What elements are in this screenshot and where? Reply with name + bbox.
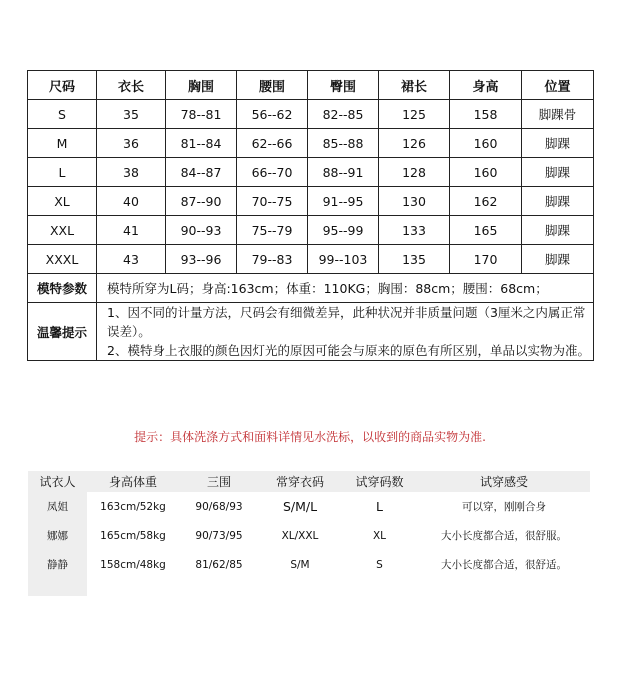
cell-size: S — [28, 100, 97, 129]
cell-tester: 静静 — [28, 550, 87, 579]
cell-height: 160 — [450, 158, 522, 187]
cell-hip: 82--85 — [308, 100, 379, 129]
tester-column-footer — [28, 579, 87, 596]
tips-row — [28, 303, 594, 361]
cell-measurements: 90/73/95 — [195, 529, 243, 542]
cell-height: 158 — [450, 100, 522, 129]
model-params-row — [28, 274, 594, 303]
cell-length: 38 — [97, 158, 166, 187]
cell-hip: 91--95 — [308, 187, 379, 216]
cell-waist: 66--70 — [237, 158, 308, 187]
header-skirt-length: 裙长 — [379, 71, 450, 100]
fit-row-nana — [28, 521, 590, 550]
cell-skirt-length: 125 — [379, 100, 450, 129]
cell-height-weight: 163cm/52kg — [100, 500, 166, 513]
cell-bust: 81--84 — [166, 129, 237, 158]
cell-size: XXL — [28, 216, 97, 245]
cell-position: 脚踝 — [522, 158, 594, 187]
cell-size: XXXL — [28, 245, 97, 274]
cell-skirt-length: 135 — [379, 245, 450, 274]
cell-usual-size: S/M/L — [282, 499, 318, 514]
cell-fit-feeling: 大小长度都合适，很舒服。 — [441, 530, 567, 542]
cell-fit-feeling: 大小长度都合适，很舒适。 — [441, 559, 567, 571]
cell-waist: 79--83 — [237, 245, 308, 274]
model-params-text: 模特所穿为L码；身高:163cm；体重：110KG；胸围：88cm；腰围：68cm； — [97, 274, 594, 303]
fit-header-row — [28, 471, 590, 492]
tips-label: 温馨提示 — [28, 303, 97, 361]
cell-waist: 75--79 — [237, 216, 308, 245]
cell-height-weight: 158cm/48kg — [100, 558, 166, 571]
cell-position: 脚踝 — [522, 245, 594, 274]
washing-tip: 提示：具体洗涤方式和面料详情见水洗标，以收到的商品实物为准. — [134, 430, 486, 444]
header-measurements: 三围 — [179, 471, 259, 492]
cell-fit-feeling: 可以穿，刚刚合身 — [462, 501, 546, 513]
cell-size: XL — [28, 187, 97, 216]
cell-skirt-length: 128 — [379, 158, 450, 187]
size-chart-header-row — [28, 71, 594, 100]
cell-waist: 62--66 — [237, 129, 308, 158]
cell-tried-size: L — [376, 499, 383, 514]
cell-tester: 娜娜 — [28, 521, 87, 550]
fit-test-table — [28, 471, 590, 596]
cell-length: 35 — [97, 100, 166, 129]
cell-waist: 70--75 — [237, 187, 308, 216]
cell-skirt-length: 133 — [379, 216, 450, 245]
header-height-weight: 身高体重 — [87, 471, 179, 492]
fit-row-jingjing — [28, 550, 590, 579]
cell-length: 36 — [97, 129, 166, 158]
cell-tester: 凤姐 — [28, 492, 87, 521]
cell-bust: 93--96 — [166, 245, 237, 274]
cell-tried-size: XL — [372, 529, 387, 542]
cell-usual-size: S/M — [290, 558, 310, 571]
cell-height: 165 — [450, 216, 522, 245]
size-row-xxxl — [28, 245, 594, 274]
size-row-xxl — [28, 216, 594, 245]
cell-length: 40 — [97, 187, 166, 216]
header-hip: 臀围 — [308, 71, 379, 100]
header-bust: 胸围 — [166, 71, 237, 100]
header-size: 尺码 — [28, 71, 97, 100]
cell-skirt-length: 130 — [379, 187, 450, 216]
cell-height: 160 — [450, 129, 522, 158]
header-position: 位置 — [522, 71, 594, 100]
tips-line-1: 1、因不同的计量方法，尺码会有细微差异，此种状况并非质量问题（3厘米之内属正常误差）。 — [107, 305, 586, 339]
size-row-s — [28, 100, 594, 129]
cell-hip: 99--103 — [308, 245, 379, 274]
cell-hip: 85--88 — [308, 129, 379, 158]
cell-bust: 87--90 — [166, 187, 237, 216]
header-usual-size: 常穿衣码 — [259, 471, 341, 492]
cell-usual-size: XL/XXL — [281, 529, 319, 542]
tips-line-2: 2、模特身上衣服的颜色因灯光的原因可能会与原来的原色有所区别，单品以实物为准。 — [107, 343, 590, 358]
cell-hip: 95--99 — [308, 216, 379, 245]
header-height: 身高 — [450, 71, 522, 100]
cell-bust: 78--81 — [166, 100, 237, 129]
cell-hip: 88--91 — [308, 158, 379, 187]
cell-measurements: 81/62/85 — [195, 558, 243, 571]
cell-skirt-length: 126 — [379, 129, 450, 158]
cell-bust: 84--87 — [166, 158, 237, 187]
cell-bust: 90--93 — [166, 216, 237, 245]
header-tester: 试衣人 — [28, 471, 87, 492]
cell-position: 脚踝 — [522, 216, 594, 245]
cell-size: M — [28, 129, 97, 158]
header-waist: 腰围 — [237, 71, 308, 100]
cell-measurements: 90/68/93 — [195, 500, 243, 513]
tips-text — [97, 303, 594, 361]
cell-position: 脚踝骨 — [522, 100, 594, 129]
header-fit-feeling: 试穿感受 — [418, 471, 590, 492]
cell-position: 脚踝 — [522, 187, 594, 216]
cell-height: 162 — [450, 187, 522, 216]
cell-size: L — [28, 158, 97, 187]
header-tried-size: 试穿码数 — [341, 471, 418, 492]
footer-spacer — [87, 579, 590, 596]
size-row-l — [28, 158, 594, 187]
model-params-label: 模特参数 — [28, 274, 97, 303]
cell-waist: 56--62 — [237, 100, 308, 129]
cell-height-weight: 165cm/58kg — [100, 529, 166, 542]
cell-length: 43 — [97, 245, 166, 274]
cell-height: 170 — [450, 245, 522, 274]
cell-tried-size: S — [376, 558, 383, 571]
fit-row-fengjie — [28, 492, 590, 521]
size-chart-table — [27, 70, 594, 361]
size-row-xl — [28, 187, 594, 216]
fit-table-footer-band — [28, 579, 590, 596]
header-length: 衣长 — [97, 71, 166, 100]
cell-length: 41 — [97, 216, 166, 245]
size-row-m — [28, 129, 594, 158]
cell-position: 脚踝 — [522, 129, 594, 158]
